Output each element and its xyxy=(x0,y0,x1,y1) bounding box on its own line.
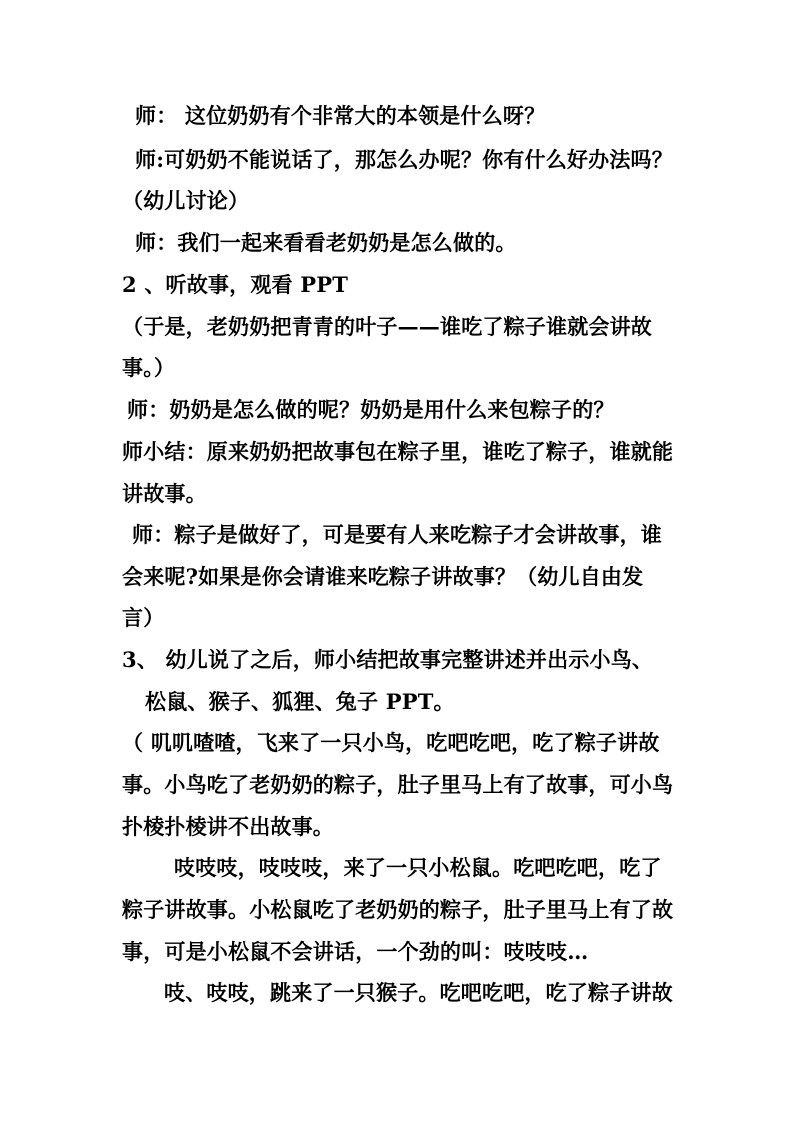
text-line: 粽子讲故事。小松鼠吃了老奶奶的粽子，肚子里马上有了故 xyxy=(122,897,674,922)
text-line: 师:可奶奶不能说话了，那怎么办呢？你有什么好办法吗？ xyxy=(135,147,673,172)
text-line: 师小结：原来奶奶把故事包在粽子里，谁吃了粽子，谁就能 xyxy=(122,439,674,464)
text-line: 师：我们一起来看看老奶奶是怎么做的。 xyxy=(135,230,517,255)
text-line: 吱吱吱，吱吱吱，来了一只小松鼠。吃吧吃吧，吃了 xyxy=(174,855,662,880)
text-line: 师：奶奶是怎么做的呢？奶奶是用什么来包粽子的？ xyxy=(127,397,615,422)
text-line: 事。） xyxy=(122,355,176,380)
text-line: 师： 这位奶奶有个非常大的本领是什么呀？ xyxy=(135,103,546,128)
text-line: 会来呢?如果是你会请谁来吃粽子讲故事？（幼儿自由发 xyxy=(122,564,644,589)
text-line: 吱、吱吱，跳来了一只猴子。吃吧吃吧，吃了粽子讲故 xyxy=(164,980,673,1005)
text-line: （于是，老奶奶把青青的叶子——谁吃了粽子谁就会讲故 xyxy=(122,314,652,339)
text-line: 扑棱扑棱讲不出故事。 xyxy=(122,814,334,839)
text-line: 事。小鸟吃了老奶奶的粽子，肚子里马上有了故事，可小鸟 xyxy=(122,772,674,797)
text-line: 事，可是小松鼠不会讲话，一个劲的叫：吱吱吱… xyxy=(122,939,589,964)
text-line: 讲故事。 xyxy=(122,481,207,506)
text-line: （ 叽叽喳喳，飞来了一只小鸟，吃吧吃吧，吃了粽子讲故 xyxy=(122,730,660,755)
text-line: 言） xyxy=(122,605,165,630)
text-line: 松鼠、猴子、狐狸、兔子 PPT。 xyxy=(145,689,455,714)
text-line: 师：粽子是做好了，可是要有人来吃粽子才会讲故事，谁 xyxy=(132,522,662,547)
text-line: （幼儿讨论） xyxy=(122,188,250,213)
section-heading: 3、 幼儿说了之后，师小结把故事完整讲述并出示小鸟、 xyxy=(122,647,654,672)
section-heading: 2 、听故事，观看 PPT xyxy=(122,272,349,297)
